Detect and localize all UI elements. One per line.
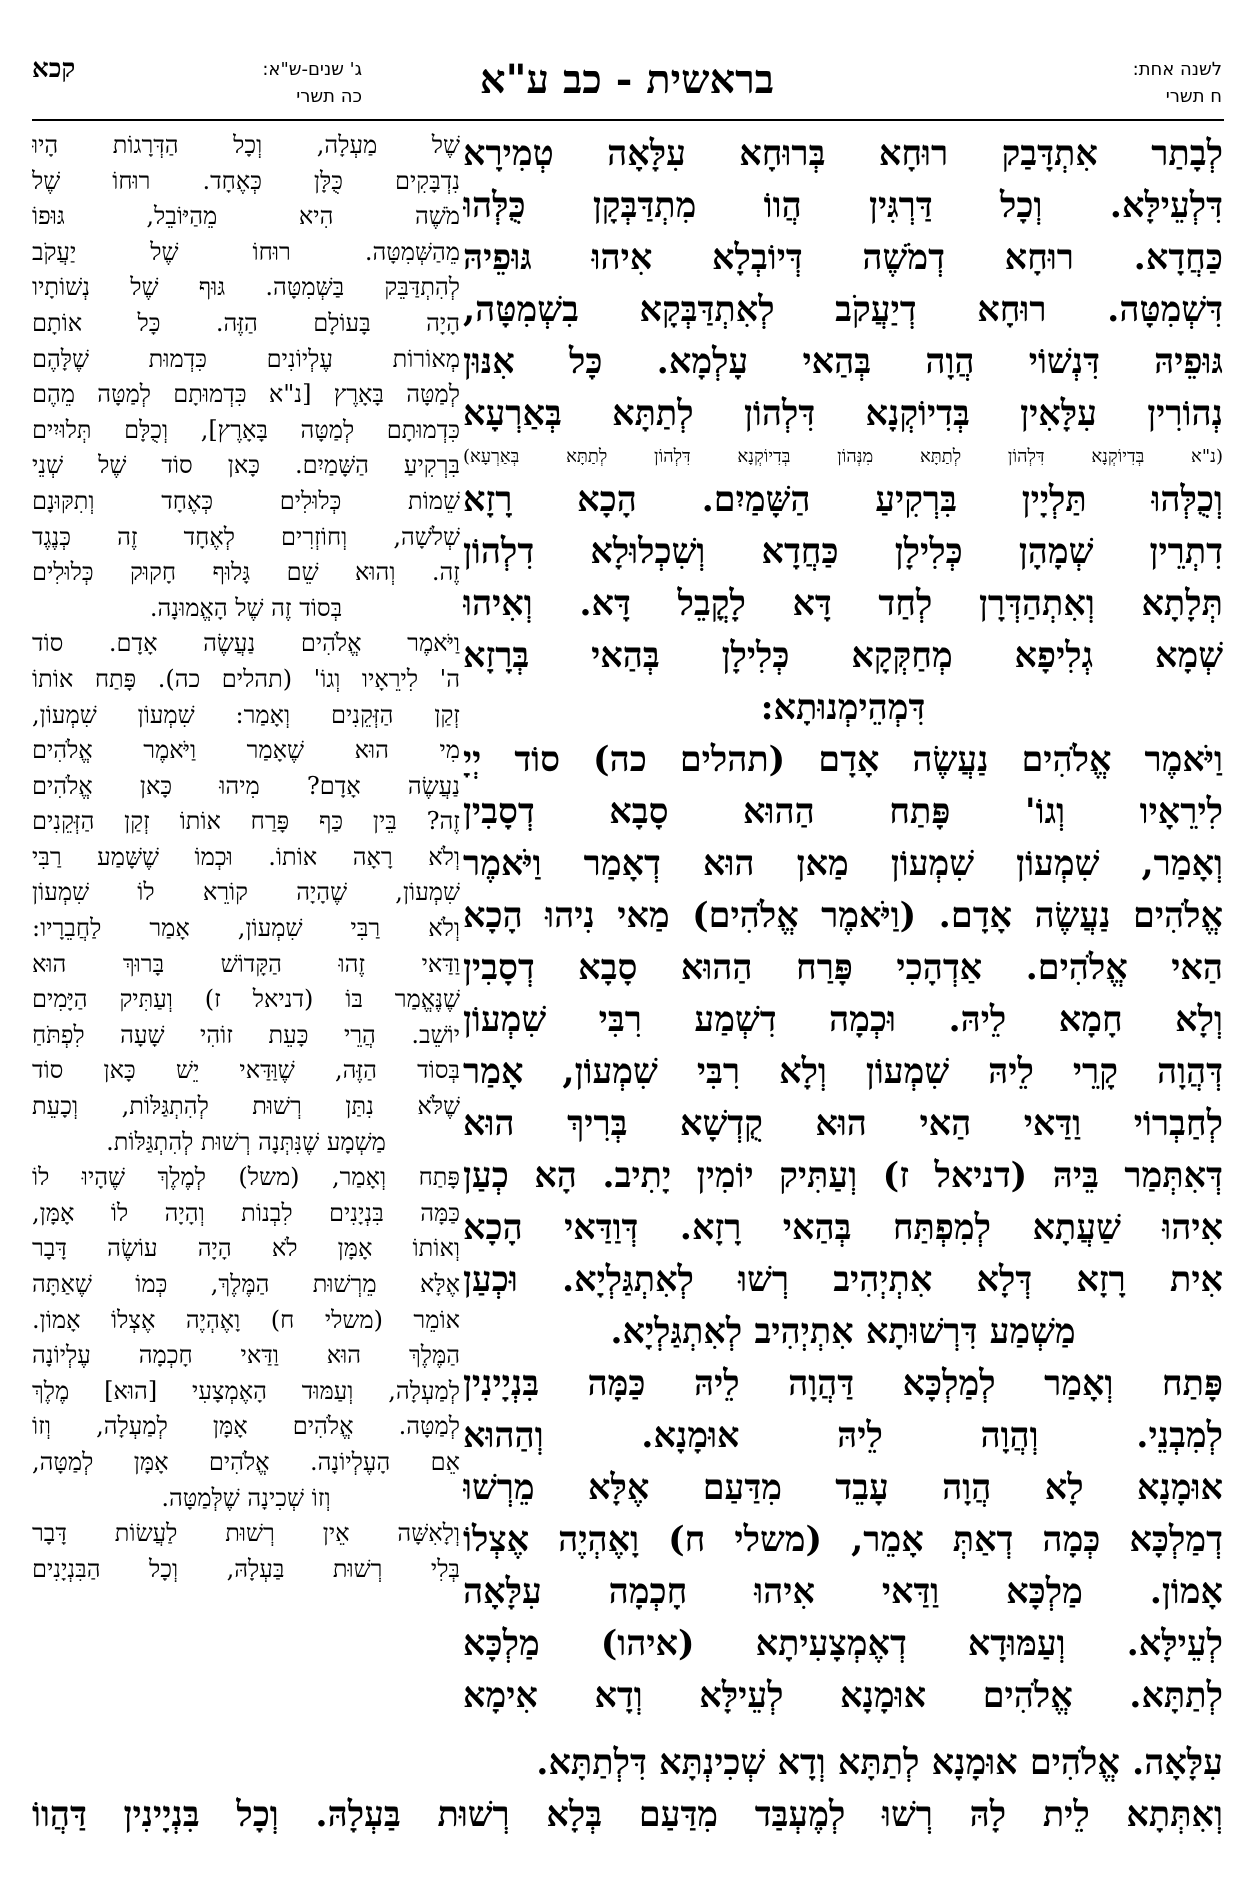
header-divider xyxy=(32,119,1224,121)
translation-line: בְּלִי רְשׁוּת בַּעְלָהּ, וְכָל הַבִּנְיָנִים xyxy=(32,1554,460,1583)
translation-line: מַשְׁמָע שֶׁנִּתְּנָה רְשׁוּת לְהִתְגַּלּוֹת. xyxy=(106,1127,386,1156)
schedule-one-year-date: ח תשרי xyxy=(1165,86,1222,107)
translation-line: אֶלָּא מֵרְשׁוּת הַמֶּלֶךְ, כְּמוֹ שֶׁאַתָּה xyxy=(32,1270,460,1298)
main-text-line: מַשְׁמַע דִּרְשׁוּתָא אִתְיְהִיב לְאִתְגַּלְיָא. xyxy=(610,1311,1076,1352)
translation-line: וַדַּאי זֶהוּ הַקָּדוֹשׁ בָּרוּךְ הוּא xyxy=(32,949,460,978)
translation-line: הַמֶּלֶךְ הוּא וַדַּאי חָכְמָה עֶלְיוֹנָה xyxy=(32,1341,460,1370)
page-header xyxy=(32,50,1222,116)
main-text-line: דְּאִתְּמַר בֵּיהּ (דניאל ז) וְעַתִּיק יוֹמִין יָתִיב. הָא כְעַן xyxy=(463,1155,1223,1196)
main-text-line: דִּשְׁמִטָּה. רוּחָא דְיַעֲקֹב לְאִתְדַּבְּקָא בִשְׁמִטָּה, xyxy=(463,289,1223,330)
main-text-line: וְכֻלְּהוּ תַּלְיָין בִּרְקִיעַ הַשָּׁמַיִם. הָכָא רָזָא xyxy=(463,479,1223,520)
schedule-three-years-label: ג' שנים-ש"א: xyxy=(262,59,362,80)
translation-line: הָיָה בָּעוֹלָם הַזֶּה. כָּל אוֹתָם xyxy=(32,308,460,337)
main-text-line: וְאָמַר, שִׁמְעוֹן שִׁמְעוֹן מַאן הוּא דְאָמַר וַיֹּאמֶר xyxy=(463,843,1223,884)
main-text-line: וְלָא חָמָא לֵיהּ. וּכְמָה דִשְׁמַע רִבִּי שִׁמְעוֹן xyxy=(463,999,1223,1040)
main-text-line: נְהוֹרִין עִלָּאִין בְּדִיוֹקְנָא דִּלְהוֹן לְתַתָּא בְּאַרְעָא xyxy=(463,393,1223,434)
translation-line: וְאוֹתוֹ אָמָּן לֹא הָיָה עוֹשֶׂה דָּבָר xyxy=(32,1234,460,1263)
translation-column xyxy=(32,128,460,1587)
main-text-line: דִּלְעֵילָּא. וְכָל דַּרְגִּין הֲווֹ מִתְדַּבְּקָן כֻּלְּהוּ xyxy=(463,185,1223,226)
main-text-line: לְבָתַר אִתְדָּבַק רוּחָא בְּרוּחָא עִלָּאָה טְמִירָא xyxy=(463,133,1223,174)
main-text-line: דִּמְהֵימְנוּתָא: xyxy=(760,687,926,728)
translation-line: כַּמָּה בִּנְיָנִים לִבְנוֹת וְהָיָה לוֹ אָמָּן, xyxy=(32,1198,460,1227)
translation-line: יוֹשֵׁב. הֲרֵי כָּעֵת זוֹהִי שָׁעָה לִפְתֹּחַ xyxy=(32,1020,460,1049)
translation-line: וַיֹּאמֶר אֱלֹהִים נַעֲשֶׂה אָדָם. סוֹד xyxy=(32,629,460,658)
translation-line: זְקַן הַזְּקֵנִים וְאָמַר: שִׁמְעוֹן שִׁמְעוֹן, xyxy=(32,700,460,729)
translation-line: מְאוֹרוֹת עֶלְיוֹנִים כִּדְמוּת שֶׁלָּהֶם xyxy=(32,344,460,373)
translation-line: שְׁלֹשָׁה, וְחוֹזְרִים לְאֶחָד זֶה כְּנֶגֶד xyxy=(32,522,460,551)
variant-reading-line: (נ"א בְּדִיוֹקְנָא דִּלְהוֹן לְתַתָּא מִנְּהוֹן בְּדִיוֹקְנָא דִּלְהוֹן לְתַתָּא בְּאַרְעָא) xyxy=(463,446,1223,467)
page-number: קכא xyxy=(32,54,76,84)
translation-line: שֶׁנֶּאֱמַר בּוֹ (דניאל ז) וְעַתִּיק הַיָּמִים xyxy=(32,985,460,1014)
translation-line: שֶׁלֹּא נִתַּן רְשׁוּת לְהִתְגַּלּוֹת, וְכָעֵת xyxy=(32,1092,460,1121)
main-text-column xyxy=(463,128,1223,1722)
schedule-three-years-date: כה תשרי xyxy=(296,86,362,107)
main-text-line: אֱלֹהִים נַעֲשֶׂה אָדָם. (וַיֹּאמֶר אֱלֹהִים) מַאי נִיהוּ הָכָא xyxy=(463,895,1223,936)
main-text-line: תְּלָתָא וְאִתְהַדְּרָן לְחַד דָּא לָקֳבֵל דָּא. וְאִיהוּ xyxy=(463,583,1223,624)
translation-line: אוֹמֵר (משלי ח) וָאֶהְיֶה אֶצְלוֹ אָמוֹן. xyxy=(32,1305,460,1334)
main-text-line: שְׁמָא גְלִיפָא מְחַקְּקָא כְּלִילָן בְּהַאי בְּרָזָא xyxy=(463,635,1223,676)
main-text-line: גּוּפֵיהּ דִּנְשׁוֹי הֲוָה בְּהַאי עָלְמָא. כָּל אִנּוּן xyxy=(463,341,1223,382)
translation-line: מִי הוּא שֶׁאָמַר וַיֹּאמֶר אֱלֹהִים xyxy=(32,736,460,765)
full-width-line-1 xyxy=(198,1737,1223,1789)
main-text-line: אָמוֹן. מַלְכָּא וַדַּאי אִיהוּ חָכְמָה עִלָּאָה xyxy=(463,1571,1223,1612)
main-text-line: לְחַבְרוֹי וַדַּאי הַאי הוּא קֻדְשָׁא בְּרִיךְ הוּא xyxy=(463,1103,1223,1144)
main-text-line: עִלָּאָה. אֱלֹהִים אוּמָנָא לְתַתָּא וְדָא שְׁכִינְתָּא דִּלְתַתָּא. xyxy=(536,1742,1223,1783)
translation-line: בְּסוֹד זֶה שֶׁל הָאֱמוּנָה. xyxy=(149,593,343,622)
translation-line: וְלֹא רָאָה אוֹתוֹ. וּכְמוֹ שֶׁשָּׁמַע רַבִּי xyxy=(32,842,460,871)
translation-line: מֹשֶׁה הִיא מֵהַיּוֹבֵל, גּוּפוֹ xyxy=(32,202,460,231)
main-text-line: אִיהוּ שַׁעֲתָא לְמִפְתַּח בְּהַאי רָזָא. דְּוַדַּאי הָכָא xyxy=(463,1207,1223,1248)
schedule-one-year-label: לשנה אחת: xyxy=(1132,59,1222,80)
translation-line: לְהִתְדַּבֵּק בַּשְּׁמִטָּה. גּוּף שֶׁל נְשׁוֹתָיו xyxy=(32,273,460,302)
main-text-line: אִית רָזָא דְּלָא אִתְיְהִיב רְשׁוּ לְאִתְגַּלְיָא. וּכְעַן xyxy=(463,1259,1223,1300)
translation-line: בְּסוֹד הַזֶּה, שֶׁוַּדַּאי יֵשׁ כָּאן סוֹד xyxy=(32,1056,460,1085)
translation-line: בִּרְקִיעַ הַשָּׁמַיִם. כָּאן סוֹד שֶׁל שְׁנֵי xyxy=(32,451,460,480)
main-text-line: הַאי אֱלֹהִים. אַדְהָכִי פָּרַח הַהוּא סָבָא דְסָבִין xyxy=(463,947,1223,988)
translation-line: זֶה? בֵּין כַּף פָּרַח אוֹתוֹ זְקַן הַזְּקֵנִים xyxy=(32,807,460,836)
translation-line: שֶׁל מַעְלָה, וְכָל הַדְּרָגוֹת הָיוּ xyxy=(32,131,460,159)
translation-line: לְמַטָּה בָּאָרֶץ [נ"א כִּדְמוּתָם לְמַטָּה מֵהֶם xyxy=(32,380,460,409)
translation-line: שֵׁמוֹת כְּלוּלִים כְּאֶחָד וְתִקּוּנָם xyxy=(32,486,460,515)
translation-line: שִׁמְעוֹן, שֶׁהָיָה קוֹרֵא לוֹ שִׁמְעוֹן xyxy=(32,878,460,907)
main-text-line: אוּמָנָא לָא הֲוָה עָבֵד מִדַּעַם אֶלָּא מֵרְשׁוּ xyxy=(463,1467,1223,1508)
translation-line: כִּדְמוּתָם לְמַטָּה בָּאָרֶץ], וְכֻלָּם תְּלוּיִים xyxy=(32,415,460,444)
translation-line: וְלָאִשָּׁה אֵין רְשׁוּת לַעֲשׂוֹת דָּבָר xyxy=(32,1519,460,1548)
translation-line: אֵם הָעֶלְיוֹנָה. אֱלֹהִים אָמָּן לְמַטָּה, xyxy=(32,1447,460,1476)
main-text-line: לְמִבְנֵי. וְהֲוָה לֵיהּ אוּמָנָא. וְהַהוּא xyxy=(463,1415,1223,1456)
main-text-line: דְמַלְכָּא כְּמָה דְאַתְּ אָמֵר, (משלי ח) וָאֶהְיֶה אֶצְלוֹ xyxy=(463,1519,1223,1560)
translation-line: ה' לִירֵאָיו וְגוֹ' (תהלים כה). פָּתַח אוֹתוֹ xyxy=(32,664,460,693)
main-text-line: פָּתַח וְאָמַר לְמַלְכָּא דַּהֲוָה לֵיהּ כַּמָּה בִּנְיָינִין xyxy=(463,1363,1223,1404)
main-text-line: דְּהֲוָה קָרֵי לֵיהּ שִׁמְעוֹן וְלָא רִבִּי שִׁמְעוֹן, אָמַר xyxy=(463,1051,1223,1092)
translation-line: מֵהַשְּׁמִטָּה. רוּחוֹ שֶׁל יַעֲקֹב xyxy=(32,237,460,266)
main-text-line: כַּחֲדָא. רוּחָא דְמֹשֶׁה דְּיוֹבְלָא אִיהוּ גּוּפֵיהּ xyxy=(463,237,1223,278)
translation-line: נַעֲשֶׂה אָדָם? מִיהוּ כָּאן אֱלֹהִים xyxy=(32,771,460,800)
translation-line: נִדְבָּקִים כֻּלָּן כְּאֶחָד. רוּחוֹ שֶׁל xyxy=(32,166,460,195)
translation-line: וְזוֹ שְׁכִינָה שֶׁלְּמַטָּה. xyxy=(161,1483,331,1512)
main-text-line: לְעֵילָּא. וְעַמּוּדָא דְאֶמְצָעִיתָא (איהו) מַלְכָּא xyxy=(463,1623,1223,1664)
translation-line: וְלֹא רַבִּי שִׁמְעוֹן, אָמַר לַחֲבֵרָיו: xyxy=(32,914,460,943)
translation-line: פָּתַח וְאָמַר, (משל) לְמֶלֶךְ שֶׁהָיוּ לוֹ xyxy=(32,1163,460,1192)
translation-line: זֶה. וְהוּא שֵׁם גָּלוּף חָקוּק כְּלוּלִים xyxy=(32,558,460,587)
schedule-three-years-text xyxy=(142,56,362,110)
main-text-line: דִתְרֵין שְׁמָהָן כְּלִילָן כַּחֲדָא וְשִׁכְלוּלָא דִלְהוֹן xyxy=(463,531,1223,572)
full-width-line-2 xyxy=(32,1789,1223,1841)
translation-line: לְמַעְלָה, וְעַמּוּד הָאֶמְצָעִי [הוּא] מֶלֶךְ xyxy=(32,1376,460,1405)
main-text-line: לִירֵאָיו וְגוֹ' פָּתַח הַהוּא סָבָא דְסָבִין xyxy=(463,791,1223,832)
translation-line: לְמַטָּה. אֱלֹהִים אָמָּן לְמַעְלָה, וְזוֹ xyxy=(32,1412,460,1441)
page-title: בראשית - כב ע"א xyxy=(479,56,775,103)
main-text-line: וְאִתְּתָא לֵית לָהּ רְשׁוּ לְמֶעְבַּד מִדַּעַם בְּלָא רְשׁוּת בַּעְלָהּ. וְכָל בִּנְיָינִין דַּהֲווֹ xyxy=(32,1794,1223,1835)
main-text-line: וַיֹּאמֶר אֱלֹהִים נַעֲשֶׂה אָדָם (תהלים כה) סוֹד יְיָ xyxy=(463,739,1223,780)
main-text-line: לְתַתָּא. אֱלֹהִים אוּמָנָא לְעֵילָּא וְדָא אִימָא xyxy=(463,1675,1223,1716)
